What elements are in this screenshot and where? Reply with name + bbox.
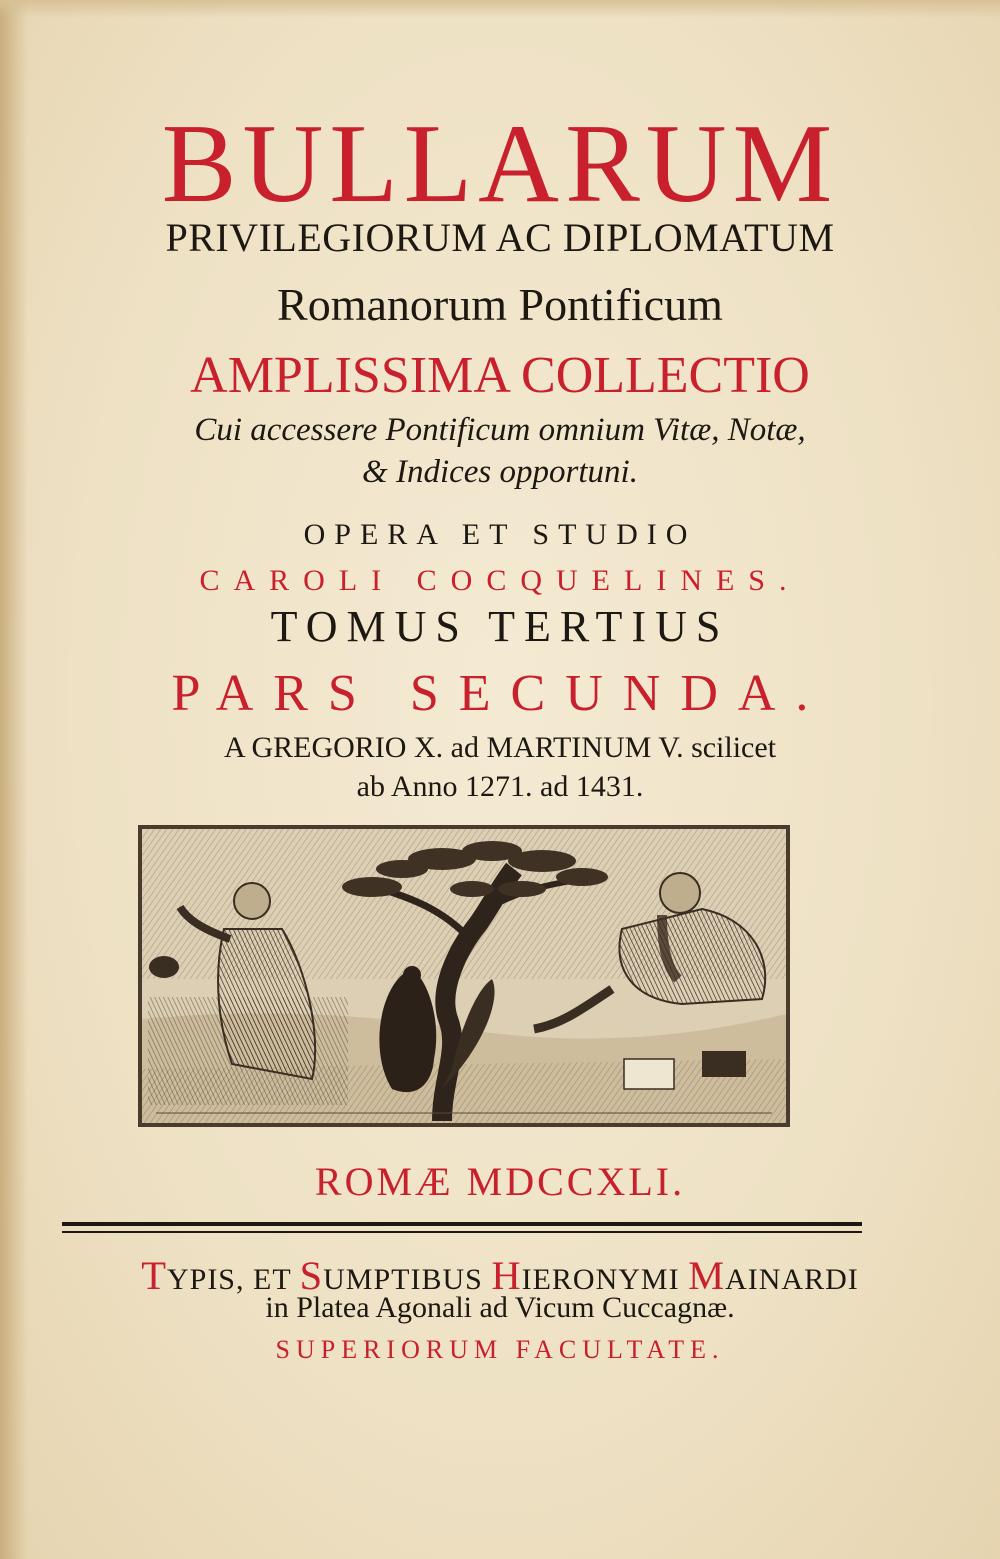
thick-rule <box>62 1222 862 1226</box>
opera-et-studio: OPERA ET STUDIO <box>303 518 697 551</box>
volume-label: TOMUS TERTIUS <box>270 602 730 651</box>
thin-rule <box>62 1231 862 1233</box>
hieronymi-initial: H <box>491 1253 522 1298</box>
imprint-line-3: SUPERIORUM FACULTATE. <box>275 1335 725 1364</box>
italic-line-indices: & Indices opportuni. <box>362 454 638 490</box>
italic-line-cui: Cui accessere Pontificum omnium Vitæ, Notæ, <box>194 412 806 448</box>
scope-line-1: A GREGORIO X. ad MARTINUM V. scilicet <box>223 731 777 764</box>
sumptibus-initial: S <box>299 1253 324 1298</box>
mainardi-initial: M <box>688 1253 726 1298</box>
hieronymi-word: IERONYMI <box>521 1263 680 1296</box>
subtitle-amplissima: AMPLISSIMA COLLECTIO <box>190 347 810 404</box>
subtitle-romanorum: Romanorum Pontificum <box>277 279 723 330</box>
author-name: CAROLI COCQUELINES. <box>199 564 801 597</box>
imprint-line-2: in Platea Agonali ad Vicum Cuccagnæ. <box>265 1291 735 1324</box>
book-title: BULLARUM <box>161 102 839 226</box>
sumptibus-word: UMPTIBUS <box>323 1263 483 1296</box>
engraving-vignette <box>138 825 790 1127</box>
mainardi-word: AINARDI <box>725 1263 859 1296</box>
typis-word: YPIS, <box>166 1263 245 1296</box>
part-label: PARS SECUNDA. <box>171 665 829 722</box>
typis-initial: T <box>141 1253 167 1298</box>
et-word: ET <box>253 1263 292 1296</box>
scope-line-2: ab Anno 1271. ad 1431. <box>356 770 644 803</box>
place-and-date: ROMÆ MDCCXLI. <box>314 1159 686 1204</box>
subtitle-privilegiorum: PRIVILEGIORUM AC DIPLOMATUM <box>165 215 835 260</box>
engraving-two-evangelists-eagle-tree-icon <box>142 829 786 1123</box>
